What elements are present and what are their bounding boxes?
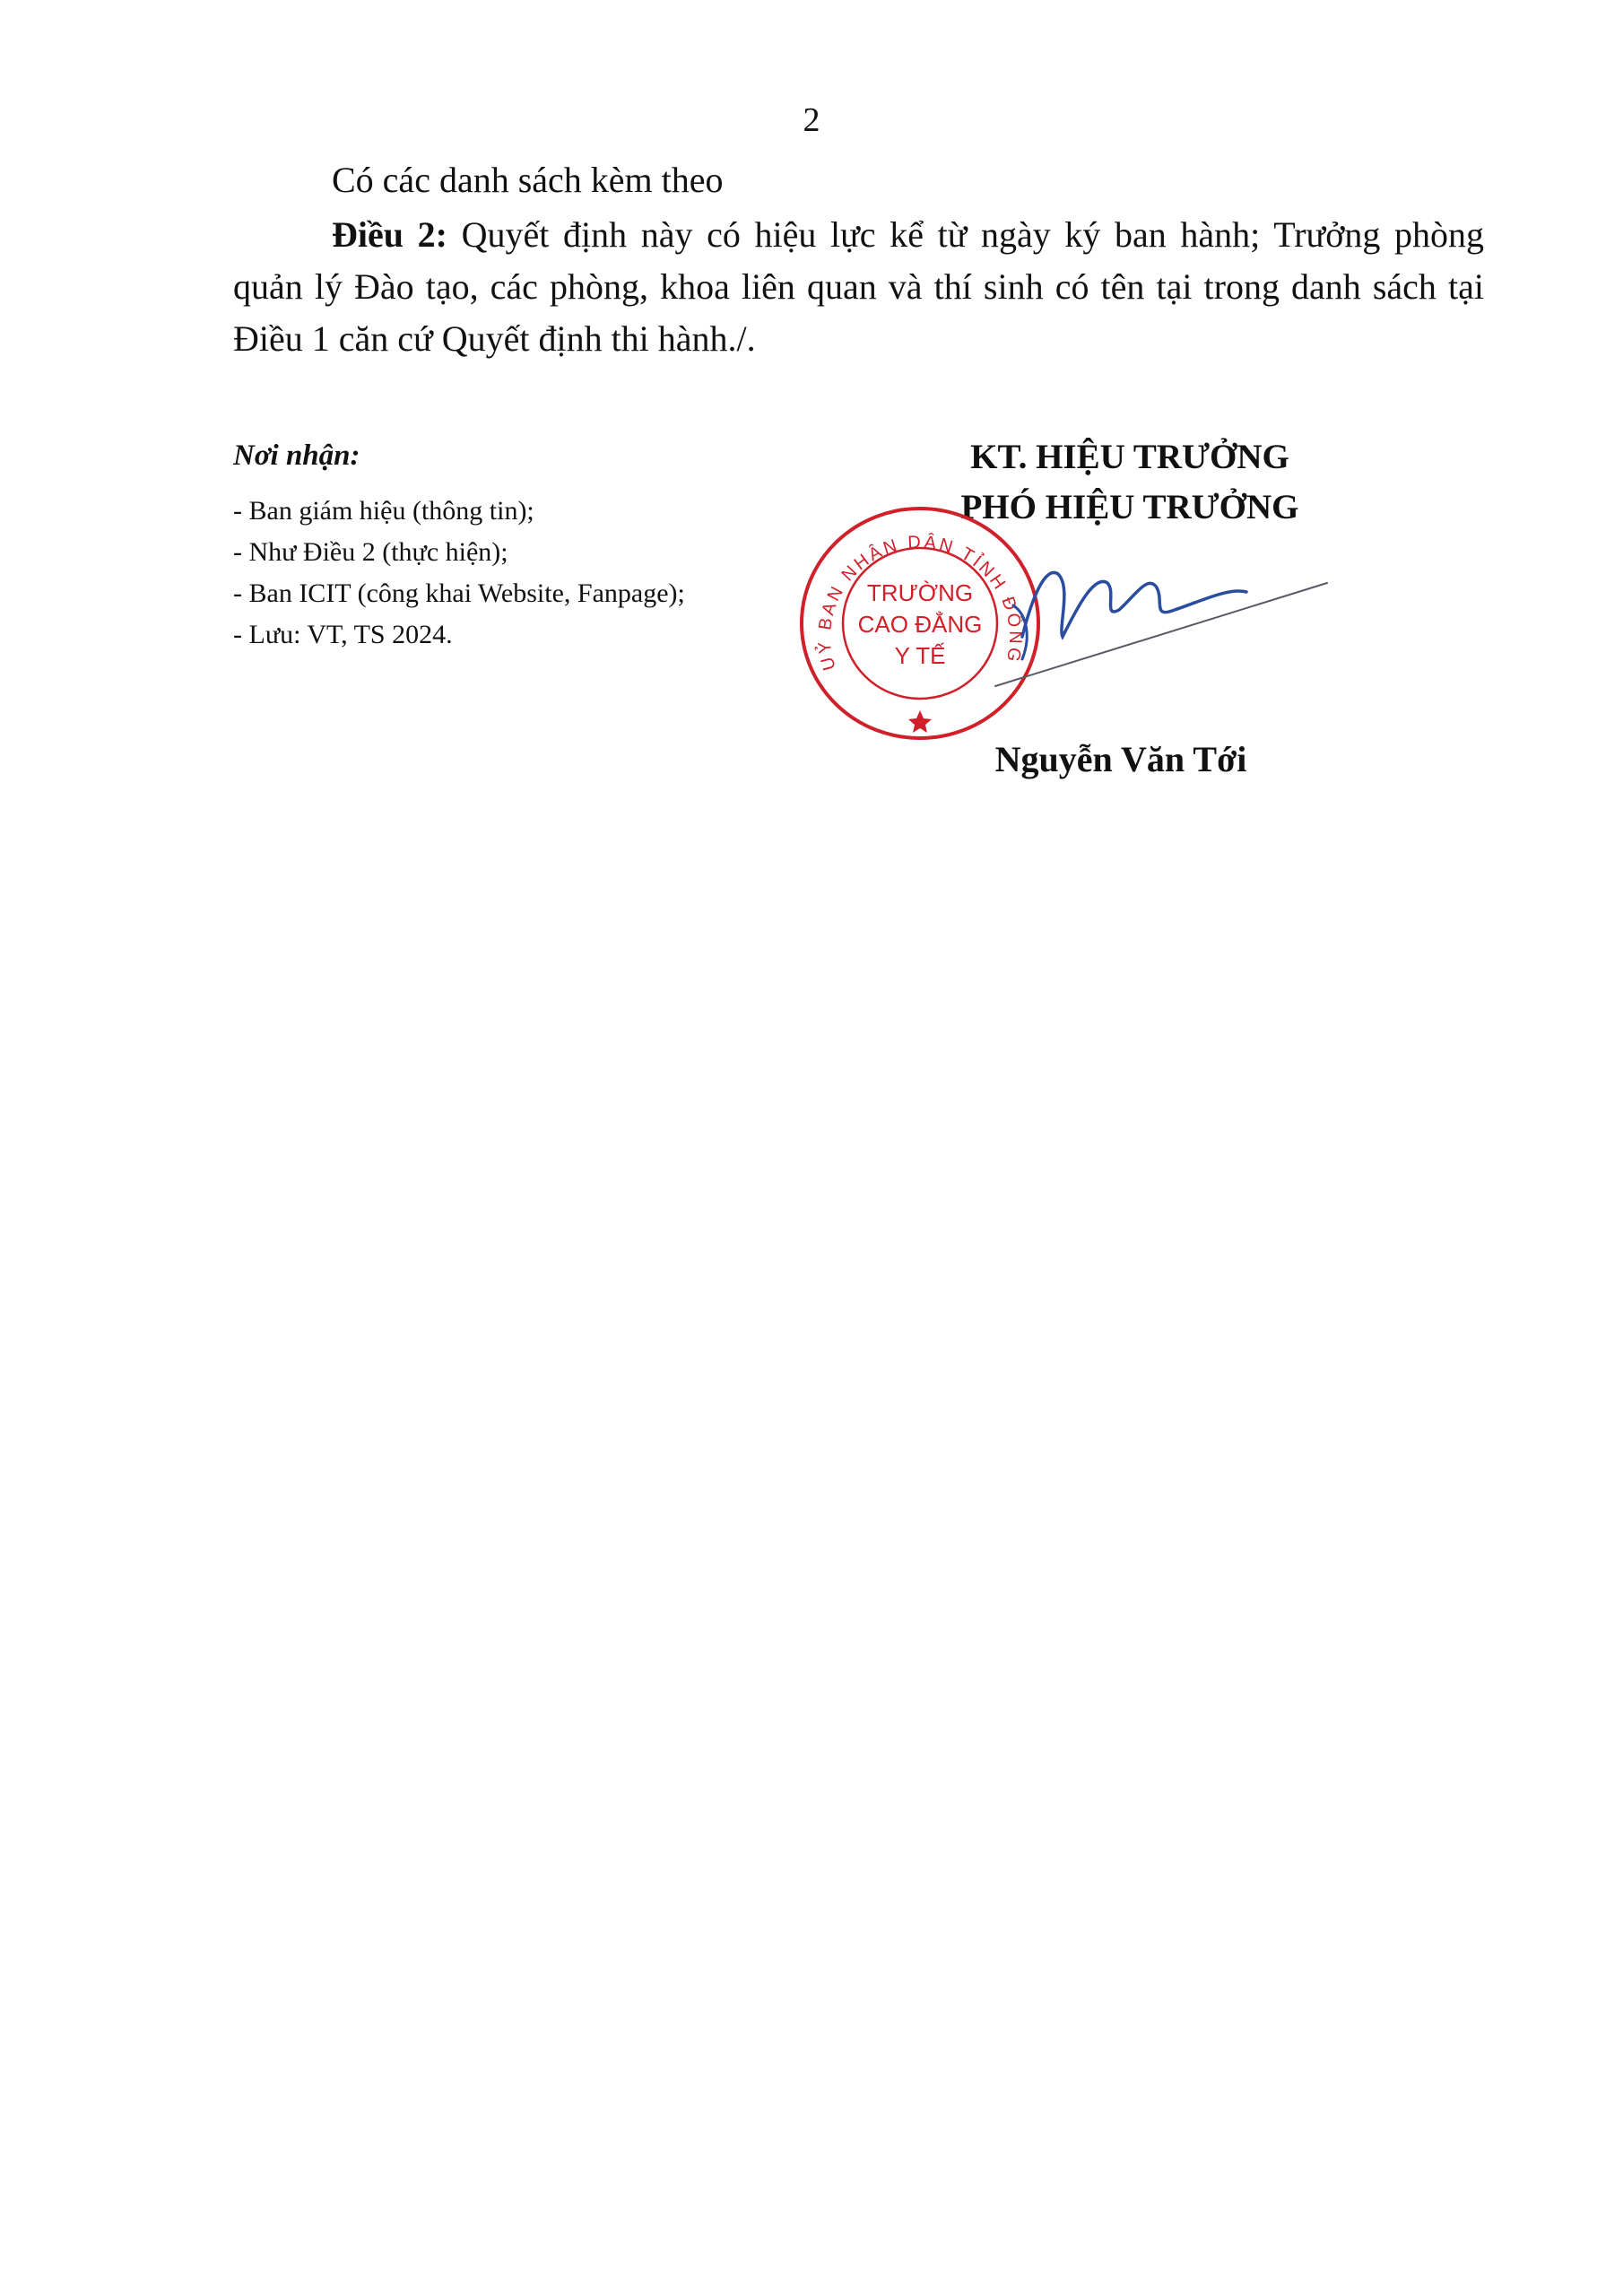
stamp-center-line-1: TRƯỜNG (866, 579, 974, 606)
recipient-item: - Như Điều 2 (thực hiện); (233, 537, 508, 567)
body-paragraph-1: Có các danh sách kèm theo (332, 160, 724, 200)
recipients-section (233, 439, 807, 656)
article-label: Điều 2: (332, 214, 447, 255)
signature-title-line-2: PHÓ HIỆU TRƯỞNG (960, 488, 1299, 526)
recipient-item: - Ban giám hiệu (thông tin); (233, 496, 534, 526)
signature-title-line-1: KT. HIỆU TRƯỞNG (970, 438, 1289, 476)
recipients-list (233, 491, 807, 656)
stamp-ring-text: UỶ BAN NHÂN DÂN TỈNH ĐỒNG (814, 532, 1026, 673)
signer-name: Nguyễn Văn Tới (994, 739, 1247, 779)
body-paragraph-2 (233, 209, 1484, 365)
stamp-center-line-2: CAO ĐẲNG (857, 611, 983, 638)
stamp-center-line-3: Y TẾ (894, 642, 946, 669)
recipient-item: - Ban ICIT (công khai Website, Fanpage); (233, 578, 685, 608)
page-number: 2 (803, 101, 820, 139)
recipients-title: Nơi nhận: (233, 439, 360, 472)
stamp-star-icon (908, 710, 932, 733)
handwritten-signature (959, 538, 1336, 691)
article-text: Quyết định này có hiệu lực kể từ ngày ký ban hành; Trưởng phòng quản lý Đào tạo, các phòng, khoa liên quan và thí sinh có tên tại trong danh sách tại Điều 1 căn cứ Quyết định thi hành./. (233, 214, 1485, 359)
recipient-item: - Lưu: VT, TS 2024. (233, 620, 453, 649)
